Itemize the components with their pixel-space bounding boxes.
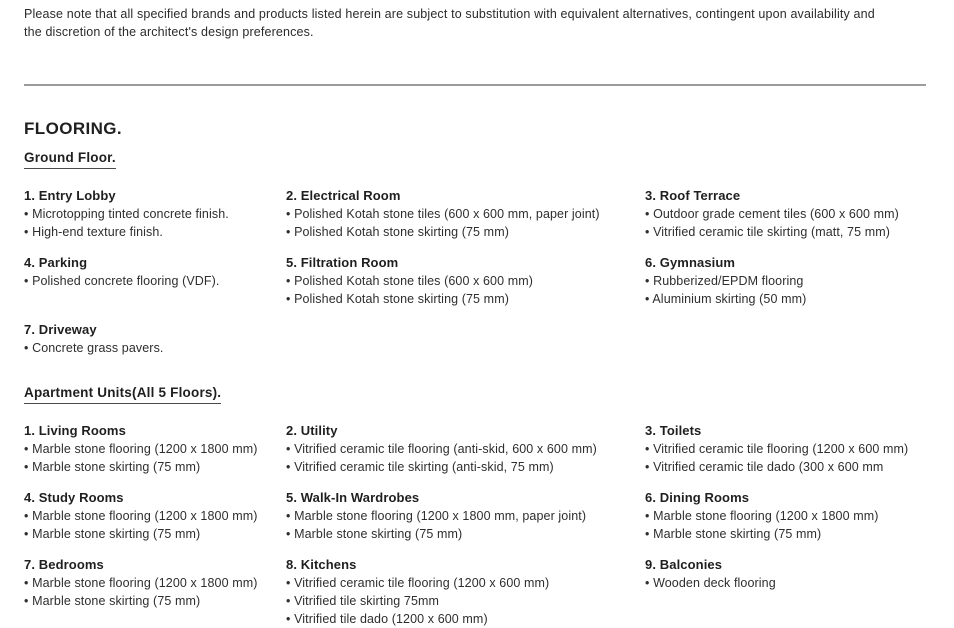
spec-bullet: • Concrete grass pavers. — [24, 339, 286, 357]
disclaimer-note: Please note that all specified brands and products listed herein are subject to substitution with equivalent alternatives, contingent upon availability and the discretion of the architect's design preferences. — [24, 7, 875, 39]
apartment-units-grid — [24, 422, 930, 628]
spec-bullet: • Marble stone skirting (75 mm) — [645, 525, 930, 543]
spec-bullet: • Aluminium skirting (50 mm) — [645, 290, 930, 308]
subsection-heading-apartment-units: Apartment Units(All 5 Floors). — [24, 385, 221, 404]
spec-item-title: 8. Kitchens — [286, 557, 357, 572]
spec-bullet: • Marble stone skirting (75 mm) — [24, 458, 286, 476]
spec-item-filtration-room — [286, 254, 645, 308]
spec-item-kitchens — [286, 556, 645, 628]
spec-bullet: • Marble stone skirting (75 mm) — [24, 592, 286, 610]
spec-item-study-rooms — [24, 489, 286, 543]
spec-item-parking — [24, 254, 286, 308]
spec-bullet: • High-end texture finish. — [24, 223, 286, 241]
spec-item-title: 4. Study Rooms — [24, 490, 124, 505]
spec-bullet: • Polished Kotah stone tiles (600 x 600 mm, paper joint) — [286, 205, 645, 223]
spec-bullet: • Vitrified ceramic tile flooring (anti-skid, 600 x 600 mm) — [286, 440, 645, 458]
ground-floor-grid — [24, 187, 930, 357]
spec-item-driveway — [24, 321, 286, 357]
spec-bullet: • Vitrified tile dado (1200 x 600 mm) — [286, 610, 645, 628]
spec-bullet: • Rubberized/EPDM flooring — [645, 272, 930, 290]
spec-bullet: • Outdoor grade cement tiles (600 x 600 mm) — [645, 205, 930, 223]
spec-bullet: • Marble stone flooring (1200 x 1800 mm) — [24, 574, 286, 592]
spec-bullet: • Microtopping tinted concrete finish. — [24, 205, 286, 223]
spec-item-gymnasium — [645, 254, 930, 308]
spec-bullet: • Vitrified ceramic tile flooring (1200 x 600 mm) — [286, 574, 645, 592]
spec-item-utility — [286, 422, 645, 476]
spec-item-roof-terrace — [645, 187, 930, 241]
spec-item-title: 5. Filtration Room — [286, 255, 399, 270]
spec-bullet: • Vitrified ceramic tile dado (300 x 600 mm — [645, 458, 930, 476]
spec-item-title: 5. Walk-In Wardrobes — [286, 490, 420, 505]
spec-item-title: 1. Living Rooms — [24, 423, 126, 438]
spec-item-title: 3. Toilets — [645, 423, 702, 438]
spec-item-bedrooms — [24, 556, 286, 628]
spec-bullet: • Marble stone skirting (75 mm) — [286, 525, 645, 543]
spec-item-title: 3. Roof Terrace — [645, 188, 741, 203]
spec-bullet: • Polished Kotah stone tiles (600 x 600 mm) — [286, 272, 645, 290]
spec-item-title: 9. Balconies — [645, 557, 723, 572]
spec-bullet: • Vitrified ceramic tile skirting (matt, 75 mm) — [645, 223, 930, 241]
spec-item-title: 1. Entry Lobby — [24, 188, 116, 203]
spec-bullet: • Marble stone flooring (1200 x 1800 mm) — [24, 507, 286, 525]
spec-bullet: • Marble stone skirting (75 mm) — [24, 525, 286, 543]
spec-item-title: 7. Bedrooms — [24, 557, 104, 572]
page-title: FLOORING. — [24, 119, 123, 138]
spec-item-balconies — [645, 556, 930, 628]
spec-item-toilets — [645, 422, 930, 476]
spec-item-living-rooms — [24, 422, 286, 476]
spec-item-entry-lobby — [24, 187, 286, 241]
spec-item-title: 2. Utility — [286, 423, 338, 438]
spec-bullet: • Marble stone flooring (1200 x 1800 mm) — [645, 507, 930, 525]
spec-bullet: • Polished concrete flooring (VDF). — [24, 272, 286, 290]
spec-item-title: 6. Dining Rooms — [645, 490, 750, 505]
section-divider — [24, 84, 926, 86]
spec-item-dining-rooms — [645, 489, 930, 543]
subsection-heading-ground-floor: Ground Floor. — [24, 150, 116, 169]
spec-bullet: • Vitrified ceramic tile skirting (anti-skid, 75 mm) — [286, 458, 645, 476]
spec-item-walk-in-wardrobes — [286, 489, 645, 543]
spec-bullet: • Vitrified tile skirting 75mm — [286, 592, 645, 610]
spec-item-title: 4. Parking — [24, 255, 88, 270]
spec-bullet: • Wooden deck flooring — [645, 574, 930, 592]
spec-bullet: • Marble stone flooring (1200 x 1800 mm) — [24, 440, 286, 458]
spec-item-title: 7. Driveway — [24, 322, 97, 337]
spec-bullet: • Polished Kotah stone skirting (75 mm) — [286, 223, 645, 241]
spec-bullet: • Marble stone flooring (1200 x 1800 mm, paper joint) — [286, 507, 645, 525]
spec-bullet: • Vitrified ceramic tile flooring (1200 x 600 mm) — [645, 440, 930, 458]
spec-bullet: • Polished Kotah stone skirting (75 mm) — [286, 290, 645, 308]
spec-item-title: 2. Electrical Room — [286, 188, 401, 203]
spec-item-title: 6. Gymnasium — [645, 255, 736, 270]
spec-item-electrical-room — [286, 187, 645, 241]
